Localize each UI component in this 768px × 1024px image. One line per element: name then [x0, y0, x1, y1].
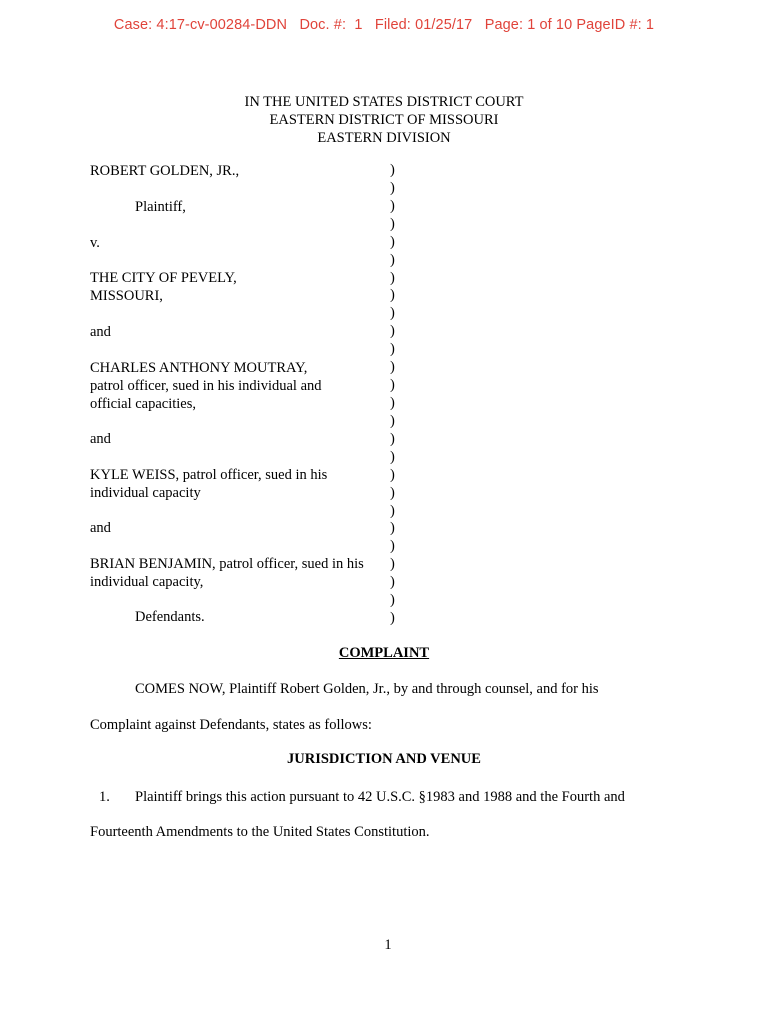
and-separator-2: and — [90, 431, 111, 447]
versus: v. — [90, 235, 100, 251]
caption-paren: ) — [390, 233, 395, 250]
defendant-city-line-1: THE CITY OF PEVELY, — [90, 270, 237, 286]
caption-paren: ) — [390, 430, 395, 447]
court-heading — [0, 93, 768, 147]
plaintiff-role: Plaintiff, — [135, 199, 186, 215]
caption-paren: ) — [390, 323, 395, 340]
intro-line-2: Complaint against Defendants, states as follows: — [90, 717, 372, 733]
caption-paren: ) — [390, 592, 395, 609]
caption-paren: ) — [390, 520, 395, 537]
intro-line-1: COMES NOW, Plaintiff Robert Golden, Jr., by and through counsel, and for his — [135, 681, 599, 697]
caption-paren: ) — [390, 162, 395, 178]
caption-paren: ) — [390, 359, 395, 376]
defendant-moutray-line-3: official capacities, — [90, 396, 197, 412]
page-number: 1 — [384, 937, 392, 953]
caption-paren: ) — [390, 610, 395, 627]
paragraph-1-number: 1. — [99, 789, 110, 805]
court-line-3: EASTERN DIVISION — [317, 130, 451, 146]
caption-paren: ) — [390, 197, 395, 214]
defendant-weiss-line-1: KYLE WEISS, patrol officer, sued in his — [90, 467, 328, 483]
and-separator-1: and — [90, 324, 111, 340]
caption-paren: ) — [390, 448, 395, 465]
caption-paren: ) — [390, 502, 395, 519]
defendant-benjamin-line-1: BRIAN BENJAMIN, patrol officer, sued in his — [90, 556, 364, 572]
plaintiff-name: ROBERT GOLDEN, JR., — [90, 163, 240, 179]
caption-paren: ) — [390, 269, 395, 286]
defendant-moutray-line-1: CHARLES ANTHONY MOUTRAY, — [90, 360, 308, 376]
and-separator-3: and — [90, 520, 111, 536]
caption-paren: ) — [390, 538, 395, 555]
defendant-weiss-line-2: individual capacity — [90, 485, 201, 501]
caption-paren: ) — [390, 394, 395, 411]
caption-parenthesis-column — [390, 162, 402, 628]
caption-paren: ) — [390, 215, 395, 232]
caption-paren: ) — [390, 377, 395, 394]
caption-paren: ) — [390, 574, 395, 591]
caption-paren: ) — [390, 484, 395, 501]
caption-paren: ) — [390, 556, 395, 573]
paragraph-1-line-1: Plaintiff brings this action pursuant to 42 U.S.C. §1983 and 1988 and the Fourth and — [135, 789, 625, 805]
case-header-stamp: Case: 4:17-cv-00284-DDN Doc. #: 1 Filed: 01/25/17 Page: 1 of 10 PageID #: 1 — [113, 17, 655, 33]
caption-paren: ) — [390, 341, 395, 358]
complaint-title-text: COMPLAINT — [338, 645, 430, 661]
caption-paren: ) — [390, 412, 395, 429]
defendant-benjamin-line-2: individual capacity, — [90, 574, 204, 590]
defendant-moutray-line-2: patrol officer, sued in his individual and — [90, 378, 322, 394]
caption-paren: ) — [390, 305, 395, 322]
defendant-city-line-2: MISSOURI, — [90, 288, 163, 304]
paragraph-1-line-2: Fourteenth Amendments to the United States Constitution. — [90, 824, 430, 840]
court-line-1: IN THE UNITED STATES DISTRICT COURT — [244, 94, 524, 110]
court-line-2: EASTERN DISTRICT OF MISSOURI — [269, 112, 499, 128]
section-heading-jurisdiction: JURISDICTION AND VENUE — [287, 751, 481, 767]
caption-paren: ) — [390, 179, 395, 196]
caption-paren: ) — [390, 466, 395, 483]
caption-paren: ) — [390, 251, 395, 268]
complaint-title — [0, 645, 768, 662]
defendants-role: Defendants. — [135, 609, 205, 625]
caption-paren: ) — [390, 287, 395, 304]
